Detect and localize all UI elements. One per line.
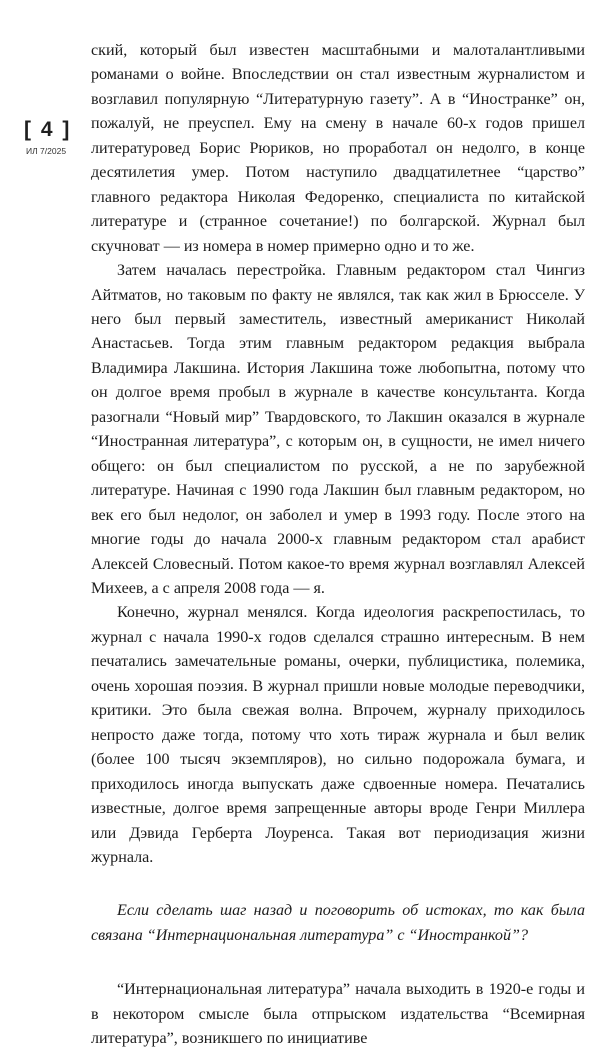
interview-question: Если сделать шаг назад и поговорить об истоках, то как была связана “Интернациональная литература” с “Иностранкой”?	[91, 902, 585, 944]
page-margin	[0, 0, 84, 1000]
article-body	[91, 39, 585, 1052]
issue-label: ИЛ 7/2025	[26, 146, 67, 156]
paragraph: ский, который был известен масштабными и малоталантливыми романами о войне. Впоследствии он стал известным журналистом и возглавил популярную “Литературную газету”. А в “Иностранке” он, пожалуй, не преуспел. Ему на смену в начале 60-х годов пришел литературовед Борис Рюриков, но проработал он недолго, в конце десятилетия умер. Потом наступило двадцатилетнее “царство” главного редактора Николая Федоренко, специалиста по китайской литературе и (странное сочетание!) по болгарской. Журнал был скучноват — из номера в номер примерно одно и то же.	[91, 42, 585, 255]
paragraph: “Интернациональная литература” начала выходить в 1920-е годы и в некотором смысле была отпрыском издательства “Всемирная литература”, возникшего по инициативе	[91, 981, 585, 1048]
paragraph: Конечно, журнал менялся. Когда идеология раскрепостилась, то журнал с начала 1990-х годов сделался страшно интересным. В нем печатались замечательные романы, очерки, публицистика, полемика, очень хорошая поэзия. В журнал пришли новые молодые переводчики, критики. Это была свежая волна. Впрочем, журналу приходилось непросто даже тогда, потому что хоть тираж журнала и был велик (более 100 тысяч экземпляров), но сильно подорожала бумага, и приходилось иногда выпускать даже сдвоенные номера. Печатались известные, долгое время запрещенные авторы вроде Генри Миллера или Дэвида Герберта Лоуренса. Такая вот периодизация жизни журнала.	[91, 604, 585, 866]
paragraph: Затем началась перестройка. Главным редактором стал Чингиз Айтматов, но таковым по факту не являлся, так как жил в Брюсселе. У него был первый заместитель, известный американист Николай Анастасьев. Тогда этим главным редактором редакция выбрала Владимира Лакшина. История Лакшина тоже любопытна, потому что он долгое время пробыл в журнале в качестве консультанта. Когда разогнали “Новый мир” Твардовского, то Лакшин оказался в журнале “Иностранная литература”, с которым он, в сущности, не имел ничего общего: он был специалистом по русской, а не по зарубежной литературе. Начиная с 1990 года Лакшин был главным редактором, но век его был недолог, он заболел и умер в 1993 году. После этого на многие годы до начала 2000-х главным редактором стал арабист Алексей Словесный. Потом какое-то время журнал возглавлял Алексей Михеев, а с апреля 2008 года — я.	[91, 262, 585, 597]
page-number: [ 4 ]	[24, 118, 72, 141]
